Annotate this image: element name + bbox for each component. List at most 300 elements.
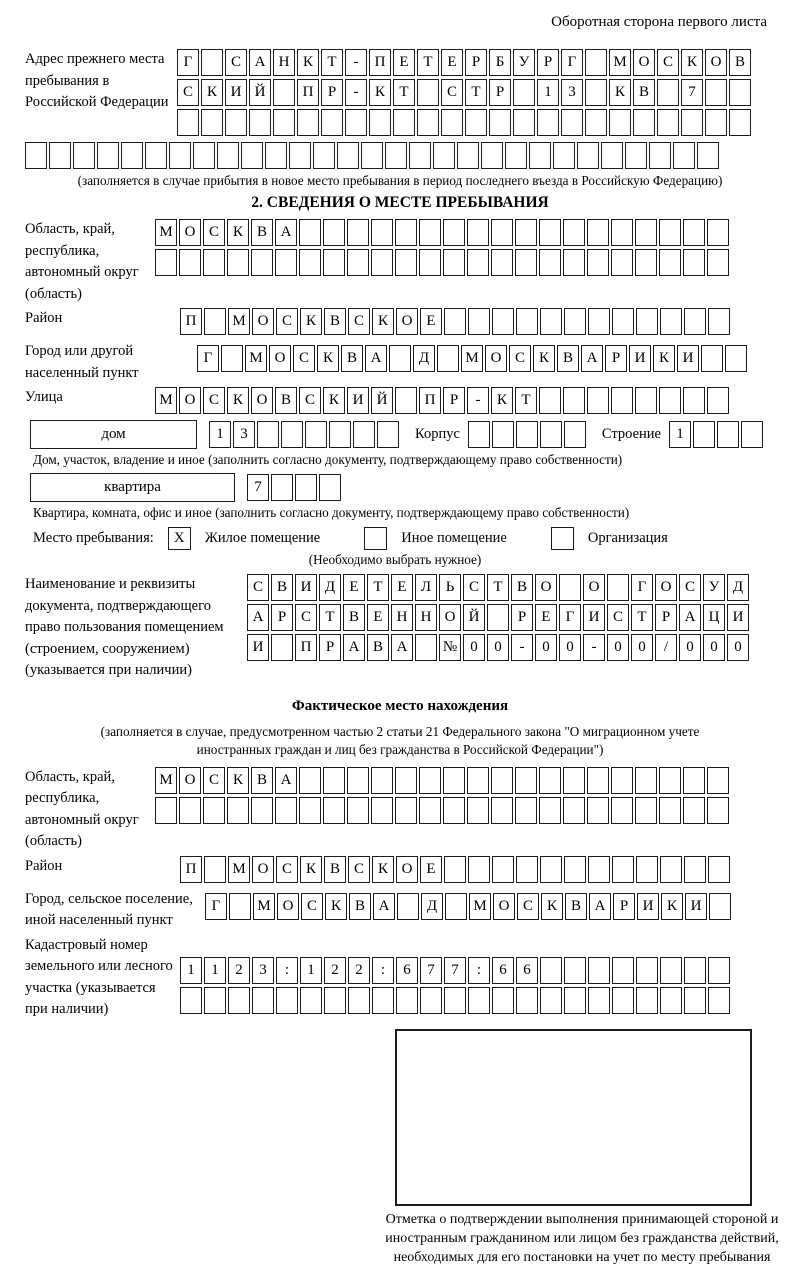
char-cell[interactable]: В <box>251 767 273 794</box>
residential-checkbox[interactable]: X <box>168 527 191 550</box>
char-cell[interactable] <box>241 142 263 169</box>
char-cell[interactable]: К <box>681 49 703 76</box>
char-cell[interactable] <box>371 219 393 246</box>
char-cell[interactable]: В <box>343 604 365 631</box>
char-cell[interactable]: И <box>225 79 247 106</box>
char-cell[interactable] <box>377 421 399 448</box>
char-cell[interactable] <box>419 767 441 794</box>
char-cell[interactable] <box>25 142 47 169</box>
char-cell[interactable] <box>397 893 419 920</box>
char-cell[interactable]: Ь <box>439 574 461 601</box>
char-cell[interactable]: И <box>347 387 369 414</box>
char-cell[interactable]: К <box>533 345 555 372</box>
char-cell[interactable]: Т <box>367 574 389 601</box>
char-cell[interactable]: - <box>583 634 605 661</box>
other-premises-checkbox[interactable] <box>364 527 387 550</box>
char-cell[interactable]: К <box>325 893 347 920</box>
char-cell[interactable] <box>444 856 466 883</box>
char-cell[interactable] <box>297 109 319 136</box>
char-cell[interactable]: С <box>276 308 298 335</box>
char-cell[interactable] <box>201 109 223 136</box>
char-cell[interactable]: 2 <box>228 957 250 984</box>
char-cell[interactable]: У <box>513 49 535 76</box>
char-cell[interactable]: 0 <box>607 634 629 661</box>
char-cell[interactable]: Р <box>321 79 343 106</box>
char-cell[interactable] <box>539 249 561 276</box>
char-cell[interactable]: С <box>295 604 317 631</box>
char-cell[interactable] <box>563 767 585 794</box>
char-cell[interactable]: В <box>324 856 346 883</box>
char-cell[interactable]: С <box>225 49 247 76</box>
char-cell[interactable]: А <box>275 219 297 246</box>
char-cell[interactable]: О <box>179 767 201 794</box>
char-cell[interactable]: Д <box>319 574 341 601</box>
char-cell[interactable] <box>443 219 465 246</box>
char-cell[interactable]: С <box>441 79 463 106</box>
char-cell[interactable]: В <box>341 345 363 372</box>
char-cell[interactable] <box>193 142 215 169</box>
char-cell[interactable] <box>249 109 271 136</box>
char-cell[interactable]: М <box>155 387 177 414</box>
char-cell[interactable] <box>505 142 527 169</box>
char-cell[interactable] <box>417 79 439 106</box>
char-cell[interactable]: Й <box>249 79 271 106</box>
char-cell[interactable] <box>707 219 729 246</box>
char-cell[interactable] <box>395 797 417 824</box>
char-cell[interactable]: 1 <box>204 957 226 984</box>
char-cell[interactable] <box>201 49 223 76</box>
char-cell[interactable]: О <box>252 856 274 883</box>
char-cell[interactable] <box>683 219 705 246</box>
char-cell[interactable]: № <box>439 634 461 661</box>
char-cell[interactable]: И <box>637 893 659 920</box>
char-cell[interactable]: Б <box>489 49 511 76</box>
char-cell[interactable]: Р <box>511 604 533 631</box>
char-cell[interactable]: С <box>679 574 701 601</box>
char-cell[interactable] <box>420 987 442 1014</box>
char-cell[interactable]: А <box>581 345 603 372</box>
char-cell[interactable] <box>707 387 729 414</box>
char-cell[interactable]: Е <box>343 574 365 601</box>
char-cell[interactable]: А <box>249 49 271 76</box>
char-cell[interactable] <box>708 308 730 335</box>
char-cell[interactable]: 1 <box>300 957 322 984</box>
char-cell[interactable]: А <box>343 634 365 661</box>
char-cell[interactable] <box>585 79 607 106</box>
char-cell[interactable] <box>251 797 273 824</box>
char-cell[interactable]: П <box>180 856 202 883</box>
char-cell[interactable] <box>252 987 274 1014</box>
char-cell[interactable] <box>559 574 581 601</box>
char-cell[interactable]: Л <box>415 574 437 601</box>
char-cell[interactable]: К <box>491 387 513 414</box>
char-cell[interactable] <box>257 421 279 448</box>
char-cell[interactable] <box>313 142 335 169</box>
char-cell[interactable]: 7 <box>681 79 703 106</box>
char-cell[interactable] <box>539 767 561 794</box>
char-cell[interactable] <box>659 249 681 276</box>
char-cell[interactable] <box>361 142 383 169</box>
char-cell[interactable]: Д <box>421 893 443 920</box>
char-cell[interactable]: Р <box>537 49 559 76</box>
char-cell[interactable]: К <box>300 856 322 883</box>
char-cell[interactable]: С <box>203 387 225 414</box>
char-cell[interactable]: В <box>324 308 346 335</box>
char-cell[interactable]: Р <box>655 604 677 631</box>
char-cell[interactable]: М <box>461 345 483 372</box>
char-cell[interactable]: Р <box>613 893 635 920</box>
char-cell[interactable] <box>708 856 730 883</box>
char-cell[interactable]: А <box>679 604 701 631</box>
char-cell[interactable] <box>121 142 143 169</box>
char-cell[interactable]: Е <box>420 856 442 883</box>
char-cell[interactable] <box>276 987 298 1014</box>
char-cell[interactable] <box>145 142 167 169</box>
char-cell[interactable] <box>577 142 599 169</box>
char-cell[interactable] <box>203 797 225 824</box>
char-cell[interactable]: : <box>372 957 394 984</box>
char-cell[interactable]: П <box>369 49 391 76</box>
char-cell[interactable] <box>708 987 730 1014</box>
char-cell[interactable]: Г <box>177 49 199 76</box>
char-cell[interactable] <box>588 308 610 335</box>
char-cell[interactable] <box>649 142 671 169</box>
char-cell[interactable] <box>659 767 681 794</box>
char-cell[interactable] <box>217 142 239 169</box>
char-cell[interactable] <box>660 987 682 1014</box>
char-cell[interactable] <box>419 249 441 276</box>
char-cell[interactable] <box>204 308 226 335</box>
char-cell[interactable]: П <box>297 79 319 106</box>
char-cell[interactable] <box>444 987 466 1014</box>
char-cell[interactable] <box>539 387 561 414</box>
char-cell[interactable]: С <box>348 856 370 883</box>
char-cell[interactable]: С <box>276 856 298 883</box>
char-cell[interactable]: К <box>227 767 249 794</box>
char-cell[interactable] <box>540 987 562 1014</box>
char-cell[interactable]: 0 <box>487 634 509 661</box>
char-cell[interactable] <box>481 142 503 169</box>
char-cell[interactable] <box>563 387 585 414</box>
char-cell[interactable]: 0 <box>559 634 581 661</box>
char-cell[interactable] <box>251 249 273 276</box>
char-cell[interactable]: К <box>541 893 563 920</box>
char-cell[interactable]: О <box>485 345 507 372</box>
char-cell[interactable] <box>491 249 513 276</box>
char-cell[interactable] <box>564 421 586 448</box>
char-cell[interactable] <box>467 797 489 824</box>
char-cell[interactable] <box>369 109 391 136</box>
char-cell[interactable]: С <box>607 604 629 631</box>
char-cell[interactable] <box>273 109 295 136</box>
char-cell[interactable] <box>227 797 249 824</box>
char-cell[interactable]: Н <box>391 604 413 631</box>
char-cell[interactable] <box>324 987 346 1014</box>
char-cell[interactable]: 1 <box>180 957 202 984</box>
char-cell[interactable] <box>540 308 562 335</box>
char-cell[interactable] <box>516 987 538 1014</box>
char-cell[interactable] <box>635 387 657 414</box>
char-cell[interactable] <box>468 856 490 883</box>
char-cell[interactable]: 0 <box>679 634 701 661</box>
char-cell[interactable] <box>275 249 297 276</box>
char-cell[interactable]: К <box>323 387 345 414</box>
char-cell[interactable]: К <box>297 49 319 76</box>
char-cell[interactable]: 0 <box>703 634 725 661</box>
char-cell[interactable] <box>409 142 431 169</box>
char-cell[interactable]: С <box>463 574 485 601</box>
char-cell[interactable]: М <box>609 49 631 76</box>
char-cell[interactable] <box>683 387 705 414</box>
char-cell[interactable] <box>707 797 729 824</box>
char-cell[interactable] <box>347 797 369 824</box>
char-cell[interactable] <box>660 957 682 984</box>
char-cell[interactable] <box>155 797 177 824</box>
char-cell[interactable]: С <box>657 49 679 76</box>
char-cell[interactable]: С <box>299 387 321 414</box>
char-cell[interactable] <box>467 249 489 276</box>
char-cell[interactable] <box>441 109 463 136</box>
char-cell[interactable]: К <box>317 345 339 372</box>
char-cell[interactable] <box>271 474 293 501</box>
char-cell[interactable]: О <box>655 574 677 601</box>
char-cell[interactable] <box>271 634 293 661</box>
char-cell[interactable]: 1 <box>669 421 691 448</box>
char-cell[interactable]: - <box>345 79 367 106</box>
char-cell[interactable]: О <box>439 604 461 631</box>
char-cell[interactable] <box>299 219 321 246</box>
char-cell[interactable] <box>443 797 465 824</box>
char-cell[interactable]: У <box>703 574 725 601</box>
char-cell[interactable] <box>659 797 681 824</box>
char-cell[interactable] <box>611 249 633 276</box>
char-cell[interactable]: М <box>469 893 491 920</box>
char-cell[interactable] <box>587 387 609 414</box>
char-cell[interactable] <box>487 604 509 631</box>
char-cell[interactable]: В <box>565 893 587 920</box>
char-cell[interactable] <box>395 387 417 414</box>
char-cell[interactable] <box>513 79 535 106</box>
char-cell[interactable] <box>281 421 303 448</box>
char-cell[interactable] <box>347 767 369 794</box>
char-cell[interactable] <box>587 767 609 794</box>
char-cell[interactable] <box>299 797 321 824</box>
char-cell[interactable] <box>513 109 535 136</box>
char-cell[interactable]: О <box>396 308 418 335</box>
char-cell[interactable]: Р <box>319 634 341 661</box>
char-cell[interactable] <box>295 474 317 501</box>
char-cell[interactable]: 3 <box>561 79 583 106</box>
char-cell[interactable] <box>323 797 345 824</box>
char-cell[interactable] <box>515 219 537 246</box>
char-cell[interactable] <box>588 957 610 984</box>
char-cell[interactable] <box>725 345 747 372</box>
char-cell[interactable]: С <box>509 345 531 372</box>
char-cell[interactable] <box>492 987 514 1014</box>
char-cell[interactable] <box>601 142 623 169</box>
char-cell[interactable]: И <box>727 604 749 631</box>
char-cell[interactable] <box>443 767 465 794</box>
char-cell[interactable] <box>491 219 513 246</box>
char-cell[interactable] <box>701 345 723 372</box>
char-cell[interactable] <box>705 79 727 106</box>
char-cell[interactable]: О <box>705 49 727 76</box>
char-cell[interactable]: Т <box>321 49 343 76</box>
char-cell[interactable] <box>707 249 729 276</box>
char-cell[interactable] <box>395 767 417 794</box>
char-cell[interactable] <box>729 109 751 136</box>
char-cell[interactable] <box>564 856 586 883</box>
char-cell[interactable] <box>537 109 559 136</box>
char-cell[interactable] <box>97 142 119 169</box>
char-cell[interactable]: В <box>271 574 293 601</box>
char-cell[interactable]: Т <box>465 79 487 106</box>
char-cell[interactable] <box>396 987 418 1014</box>
char-cell[interactable] <box>611 219 633 246</box>
char-cell[interactable] <box>673 142 695 169</box>
char-cell[interactable] <box>741 421 763 448</box>
char-cell[interactable] <box>539 219 561 246</box>
char-cell[interactable] <box>299 249 321 276</box>
char-cell[interactable]: Р <box>605 345 627 372</box>
char-cell[interactable]: К <box>661 893 683 920</box>
char-cell[interactable] <box>684 957 706 984</box>
char-cell[interactable]: В <box>557 345 579 372</box>
char-cell[interactable] <box>585 109 607 136</box>
char-cell[interactable]: О <box>535 574 557 601</box>
char-cell[interactable] <box>516 421 538 448</box>
char-cell[interactable]: 1 <box>209 421 231 448</box>
char-cell[interactable]: Т <box>319 604 341 631</box>
char-cell[interactable]: П <box>180 308 202 335</box>
char-cell[interactable] <box>468 987 490 1014</box>
char-cell[interactable]: 7 <box>444 957 466 984</box>
char-cell[interactable]: А <box>247 604 269 631</box>
char-cell[interactable] <box>443 249 465 276</box>
char-cell[interactable] <box>225 109 247 136</box>
char-cell[interactable]: К <box>201 79 223 106</box>
char-cell[interactable] <box>437 345 459 372</box>
char-cell[interactable] <box>684 308 706 335</box>
char-cell[interactable] <box>611 797 633 824</box>
char-cell[interactable] <box>265 142 287 169</box>
char-cell[interactable] <box>585 49 607 76</box>
char-cell[interactable]: С <box>247 574 269 601</box>
char-cell[interactable] <box>709 893 731 920</box>
char-cell[interactable] <box>563 797 585 824</box>
char-cell[interactable]: Е <box>391 574 413 601</box>
char-cell[interactable]: Р <box>271 604 293 631</box>
char-cell[interactable]: С <box>203 767 225 794</box>
char-cell[interactable]: М <box>155 767 177 794</box>
char-cell[interactable] <box>636 308 658 335</box>
char-cell[interactable] <box>445 893 467 920</box>
char-cell[interactable] <box>179 797 201 824</box>
char-cell[interactable]: 0 <box>631 634 653 661</box>
char-cell[interactable] <box>683 249 705 276</box>
char-cell[interactable] <box>563 249 585 276</box>
char-cell[interactable] <box>612 308 634 335</box>
char-cell[interactable]: 6 <box>516 957 538 984</box>
char-cell[interactable] <box>417 109 439 136</box>
char-cell[interactable] <box>708 957 730 984</box>
char-cell[interactable]: И <box>629 345 651 372</box>
char-cell[interactable]: О <box>269 345 291 372</box>
char-cell[interactable]: К <box>300 308 322 335</box>
char-cell[interactable]: - <box>511 634 533 661</box>
char-cell[interactable]: В <box>729 49 751 76</box>
char-cell[interactable]: Ц <box>703 604 725 631</box>
char-cell[interactable] <box>489 109 511 136</box>
char-cell[interactable] <box>625 142 647 169</box>
char-cell[interactable]: С <box>348 308 370 335</box>
char-cell[interactable] <box>467 767 489 794</box>
char-cell[interactable] <box>553 142 575 169</box>
char-cell[interactable]: Р <box>465 49 487 76</box>
char-cell[interactable]: Е <box>420 308 442 335</box>
char-cell[interactable] <box>564 987 586 1014</box>
char-cell[interactable] <box>564 308 586 335</box>
char-cell[interactable] <box>300 987 322 1014</box>
char-cell[interactable] <box>371 797 393 824</box>
char-cell[interactable]: С <box>177 79 199 106</box>
char-cell[interactable] <box>564 957 586 984</box>
char-cell[interactable] <box>468 308 490 335</box>
char-cell[interactable]: Г <box>559 604 581 631</box>
char-cell[interactable]: О <box>583 574 605 601</box>
char-cell[interactable] <box>345 109 367 136</box>
char-cell[interactable] <box>684 856 706 883</box>
char-cell[interactable]: 0 <box>463 634 485 661</box>
char-cell[interactable] <box>636 987 658 1014</box>
char-cell[interactable]: 7 <box>247 474 269 501</box>
char-cell[interactable] <box>273 79 295 106</box>
char-cell[interactable]: П <box>419 387 441 414</box>
char-cell[interactable]: М <box>245 345 267 372</box>
char-cell[interactable] <box>347 219 369 246</box>
char-cell[interactable] <box>492 421 514 448</box>
char-cell[interactable] <box>660 856 682 883</box>
char-cell[interactable] <box>588 856 610 883</box>
char-cell[interactable]: К <box>372 308 394 335</box>
char-cell[interactable]: И <box>677 345 699 372</box>
char-cell[interactable] <box>729 79 751 106</box>
char-cell[interactable] <box>228 987 250 1014</box>
char-cell[interactable] <box>587 249 609 276</box>
char-cell[interactable] <box>49 142 71 169</box>
char-cell[interactable]: К <box>227 219 249 246</box>
char-cell[interactable] <box>323 219 345 246</box>
char-cell[interactable]: А <box>275 767 297 794</box>
char-cell[interactable]: Р <box>443 387 465 414</box>
char-cell[interactable]: 1 <box>537 79 559 106</box>
char-cell[interactable] <box>179 249 201 276</box>
char-cell[interactable]: И <box>295 574 317 601</box>
char-cell[interactable]: О <box>179 219 201 246</box>
char-cell[interactable] <box>468 421 490 448</box>
char-cell[interactable]: Е <box>441 49 463 76</box>
char-cell[interactable]: С <box>301 893 323 920</box>
char-cell[interactable] <box>73 142 95 169</box>
char-cell[interactable] <box>635 797 657 824</box>
char-cell[interactable]: И <box>685 893 707 920</box>
char-cell[interactable] <box>444 308 466 335</box>
char-cell[interactable] <box>515 249 537 276</box>
char-cell[interactable]: 3 <box>233 421 255 448</box>
char-cell[interactable] <box>227 249 249 276</box>
char-cell[interactable] <box>516 308 538 335</box>
char-cell[interactable]: 3 <box>252 957 274 984</box>
